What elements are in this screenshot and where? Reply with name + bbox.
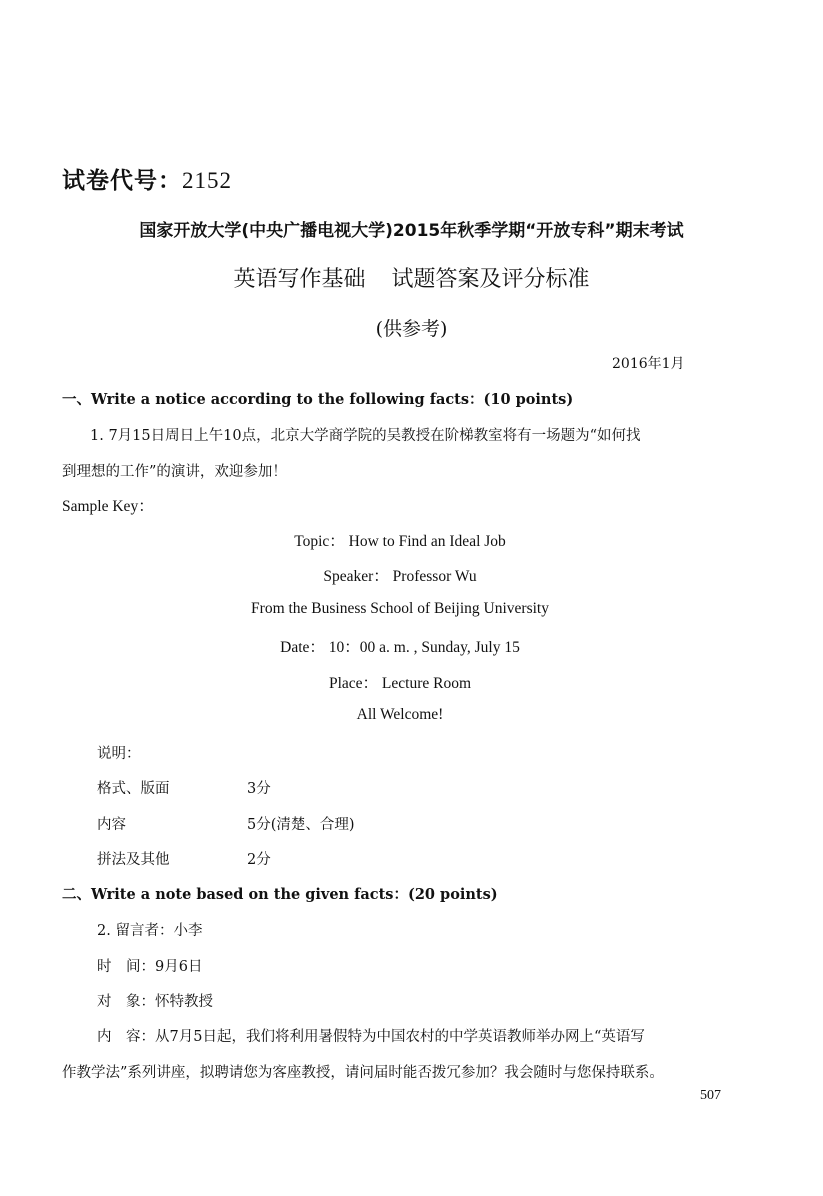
notice-topic: Topic： How to Find an Ideal Job <box>294 533 506 550</box>
exam-date: 2016年1月 <box>612 356 685 372</box>
note-recipient: 对 象：怀特教授 <box>97 994 213 1010</box>
section2-heading: 二、Write a note based on the given facts：(20 points) <box>62 886 498 903</box>
grading-item: 格式、版面 <box>97 781 170 797</box>
paper-code-label: 试卷代号： <box>62 168 182 194</box>
note-content-line1: 内 容：从7月5日起，我们将利用暑假特为中国农村的中学英语教师举办网上“英语写 <box>97 1029 645 1045</box>
notice-place: Place： Lecture Room <box>328 675 472 692</box>
section1-prompt-line1: 1. 7月15日周日上午10点，北京大学商学院的吴教授在阶梯教室将有一场题为“如何找 <box>90 428 641 444</box>
course-name: 英语写作基础 <box>233 267 366 292</box>
grading-item: 内容 <box>97 817 126 833</box>
reference-note: (供参考) <box>375 318 448 340</box>
grading-item: 拼法及其他 <box>97 852 170 868</box>
document-title <box>0 262 823 293</box>
notice-speaker: Speaker： Professor Wu <box>323 568 477 585</box>
document-type: 试题答案及评分标准 <box>391 267 590 292</box>
page-number: 507 <box>700 1088 721 1103</box>
notice-origin: From the Business School of Beijing University <box>251 600 549 617</box>
paper-code <box>62 162 232 195</box>
grading-score: 3分 <box>247 781 271 797</box>
note-content-line2: 作教学法”系列讲座，拟聘请您为客座教授，请问届时能否拨冗参加？我会随时与您保持联系。 <box>62 1065 664 1081</box>
note-time: 时 间：9月6日 <box>97 959 203 975</box>
sample-key-label: Sample Key： <box>62 498 154 515</box>
grading-score: 2分 <box>247 852 271 868</box>
section1-heading: 一、Write a notice according to the following facts：(10 points) <box>62 391 574 408</box>
explanation-label: 说明： <box>97 746 141 762</box>
grading-score: 5分(清楚、合理) <box>247 817 355 833</box>
notice-date: Date： 10：00 a. m. , Sunday, July 15 <box>280 639 520 656</box>
section1-prompt-line2: 到理想的工作”的演讲，欢迎参加！ <box>62 464 287 480</box>
notice-welcome: All Welcome! <box>356 706 444 723</box>
paper-code-number: 2152 <box>182 168 232 193</box>
note-author: 2. 留言者：小李 <box>97 923 203 939</box>
institution-line: 国家开放大学(中央广播电视大学)2015年秋季学期“开放专科”期末考试 <box>139 221 684 241</box>
